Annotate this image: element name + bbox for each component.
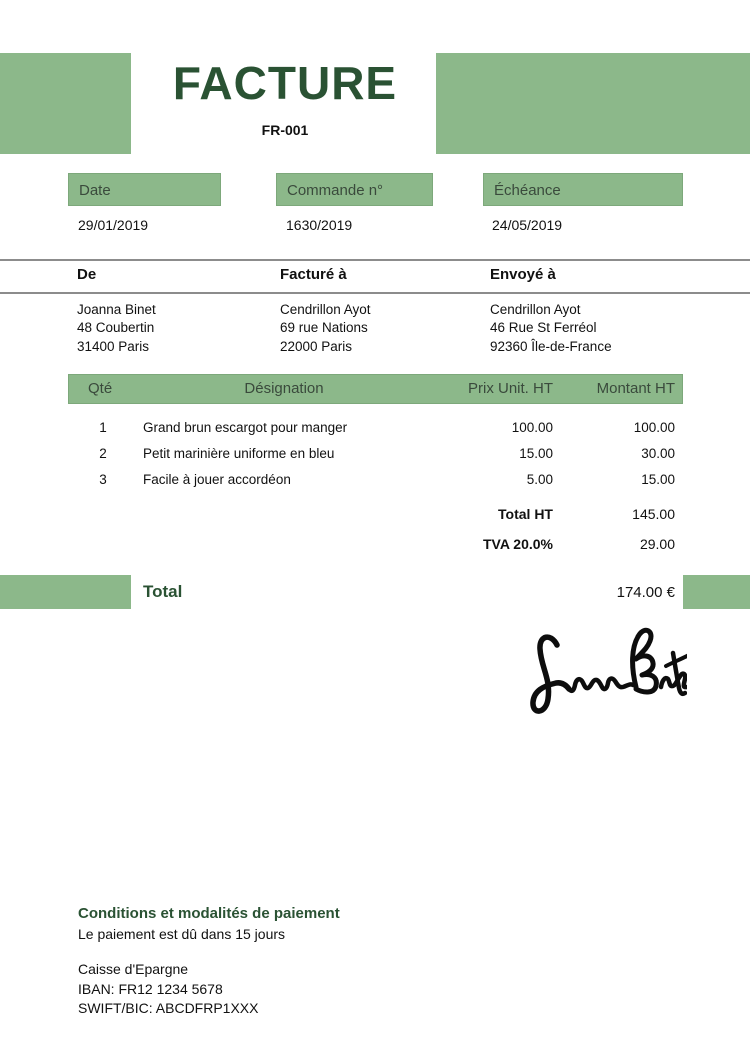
sent-to-street: 46 Rue St Ferréol (490, 320, 597, 336)
billed-to-street: 69 rue Nations (280, 320, 368, 336)
tax-value: 29.00 (639, 536, 675, 552)
col-header-designation: Désignation (244, 380, 324, 397)
bank-swift: SWIFT/BIC: ABCDFRP1XXX (78, 1000, 259, 1016)
date-value: 29/01/2019 (78, 217, 149, 233)
title-block (0, 58, 570, 109)
bank-name: Caisse d'Epargne (78, 961, 189, 977)
grand-total-label: Total (143, 582, 183, 601)
from-city: 31400 Paris (77, 338, 150, 354)
order-label-box: Commande n° (276, 173, 433, 206)
cell-unit-price: 100.00 (511, 420, 553, 435)
page-title: FACTURE (172, 57, 398, 109)
total-accent-bar-right (683, 575, 750, 609)
sent-to-city: 92360 Île-de-France (490, 338, 612, 354)
cell-designation: Grand brun escargot pour manger (143, 420, 348, 435)
grand-total-value: 174.00 € (616, 584, 675, 601)
terms-title: Conditions et modalités de paiement (78, 905, 340, 922)
col-header-qty: Qté (88, 380, 113, 397)
cell-designation: Petit marinière uniforme en bleu (143, 446, 335, 461)
from-address (77, 301, 272, 356)
billed-to-address (280, 301, 480, 356)
sent-to-name: Cendrillon Ayot (490, 302, 581, 317)
bank-details (78, 960, 258, 1019)
tax-label: TVA 20.0% (482, 536, 553, 552)
divider-top (0, 259, 750, 261)
table-row (68, 472, 683, 488)
tax-row (68, 536, 683, 552)
cell-amount: 15.00 (641, 472, 675, 487)
due-label-box: Échéance (483, 173, 683, 206)
cell-qty: 1 (99, 420, 107, 435)
date-label-box: Date (68, 173, 221, 206)
subtotal-row (68, 506, 683, 522)
bank-iban: IBAN: FR12 1234 5678 (78, 980, 223, 997)
table-row (68, 420, 683, 436)
from-label: De (77, 266, 97, 283)
cell-amount: 100.00 (633, 420, 675, 435)
cell-amount: 30.00 (641, 446, 675, 461)
sent-to-label: Envoyé à (490, 266, 556, 283)
cell-unit-price: 15.00 (519, 446, 553, 461)
order-value: 1630/2019 (286, 217, 353, 233)
cell-designation: Facile à jouer accordéon (143, 472, 291, 487)
divider-bottom (0, 292, 750, 294)
billed-to-label: Facturé à (280, 266, 347, 283)
due-value: 24/05/2019 (492, 217, 563, 233)
items-table-header (68, 374, 683, 404)
from-street: 48 Coubertin (77, 320, 155, 336)
invoice-number: FR-001 (261, 122, 309, 138)
subtotal-label: Total HT (498, 506, 553, 522)
col-header-amount: Montant HT (596, 380, 675, 397)
table-row (68, 446, 683, 462)
col-header-unit-price: Prix Unit. HT (467, 380, 553, 397)
total-accent-bar-left (0, 575, 131, 609)
subtotal-value: 145.00 (632, 506, 675, 522)
terms-text: Le paiement est dû dans 15 jours (78, 926, 286, 942)
cell-unit-price: 5.00 (526, 472, 553, 487)
billed-to-city: 22000 Paris (280, 338, 353, 354)
from-name: Joanna Binet (77, 302, 156, 317)
cell-qty: 2 (99, 446, 107, 461)
signature-image (523, 625, 687, 718)
cell-qty: 3 (99, 472, 107, 487)
billed-to-name: Cendrillon Ayot (280, 302, 371, 317)
sent-to-address (490, 301, 700, 356)
